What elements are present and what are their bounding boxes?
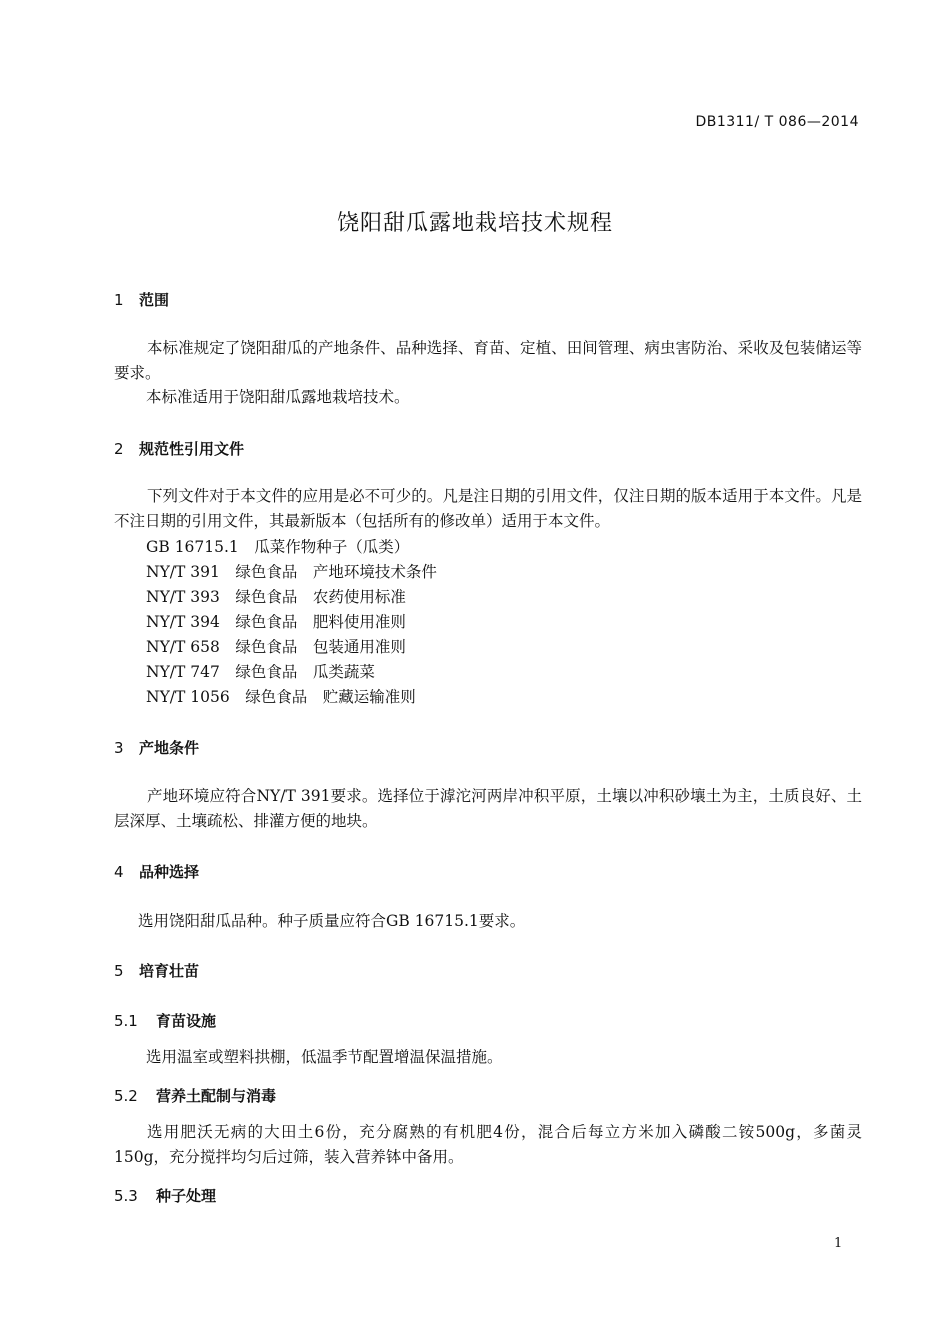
section-title: 产地条件 <box>139 739 200 757</box>
subsection-title: 育苗设施 <box>156 1012 217 1030</box>
paragraph: 本标准规定了饶阳甜瓜的产地条件、品种选择、育苗、定植、田间管理、病虫害防治、采收及包装储运等要求。 <box>114 339 862 382</box>
section-heading-4 <box>114 861 199 882</box>
paragraph: 下列文件对于本文件的应用是必不可少的。凡是注日期的引用文件，仅注日期的版本适用于本文件。凡是不注日期的引用文件，其最新版本（包括所有的修改单）适用于本文件。 <box>114 487 862 530</box>
section-heading-5 <box>114 960 199 981</box>
subsection-number: 5.3 <box>114 1187 138 1205</box>
section-title: 规范性引用文件 <box>139 440 245 458</box>
subsection-title: 种子处理 <box>156 1187 217 1205</box>
page-number: 1 <box>834 1236 843 1251</box>
reference-item: NY/T 391 绿色食品 产地环境技术条件 <box>146 563 437 581</box>
reference-item: NY/T 658 绿色食品 包装通用准则 <box>146 638 406 656</box>
section-heading-2 <box>114 438 244 459</box>
paragraph: 选用饶阳甜瓜品种。种子质量应符合GB 16715.1要求。 <box>138 912 526 930</box>
paragraph: 产地环境应符合NY/T 391要求。选择位于滹沱河两岸冲积平原，土壤以冲积砂壤土为主，土质良好、土层深厚、土壤疏松、排灌方便的地块。 <box>114 787 862 830</box>
section-title: 范围 <box>139 291 170 309</box>
subsection-heading-5-1 <box>114 1010 216 1031</box>
paragraph: 本标准适用于饶阳甜瓜露地栽培技术。 <box>146 388 410 406</box>
section-heading-1 <box>114 289 169 310</box>
section-number: 2 <box>114 440 124 458</box>
reference-item: NY/T 1056 绿色食品 贮藏运输准则 <box>146 688 416 706</box>
section-heading-3 <box>114 737 199 758</box>
document-code: DB1311/ T 086—2014 <box>695 114 859 130</box>
paragraph: 选用肥沃无病的大田土6份，充分腐熟的有机肥4份，混合后每立方米加入磷酸二铵500g，多菌灵150g，充分搅拌均匀后过筛，装入营养钵中备用。 <box>114 1123 862 1166</box>
reference-item: GB 16715.1 瓜菜作物种子（瓜类） <box>146 538 410 556</box>
document-title: 饶阳甜瓜露地栽培技术规程 <box>336 211 613 236</box>
section-number: 1 <box>114 291 124 309</box>
reference-item: NY/T 393 绿色食品 农药使用标准 <box>146 588 406 606</box>
reference-item: NY/T 394 绿色食品 肥料使用准则 <box>146 613 406 631</box>
subsection-title: 营养土配制与消毒 <box>156 1087 277 1105</box>
subsection-heading-5-3 <box>114 1185 216 1206</box>
subsection-heading-5-2 <box>114 1085 276 1106</box>
subsection-number: 5.2 <box>114 1087 138 1105</box>
reference-item: NY/T 747 绿色食品 瓜类蔬菜 <box>146 663 375 681</box>
paragraph: 选用温室或塑料拱棚，低温季节配置增温保温措施。 <box>146 1048 503 1066</box>
subsection-number: 5.1 <box>114 1012 138 1030</box>
section-number: 4 <box>114 863 124 881</box>
section-title: 品种选择 <box>139 863 200 881</box>
section-number: 3 <box>114 739 124 757</box>
section-title: 培育壮苗 <box>139 962 200 980</box>
section-number: 5 <box>114 962 124 980</box>
